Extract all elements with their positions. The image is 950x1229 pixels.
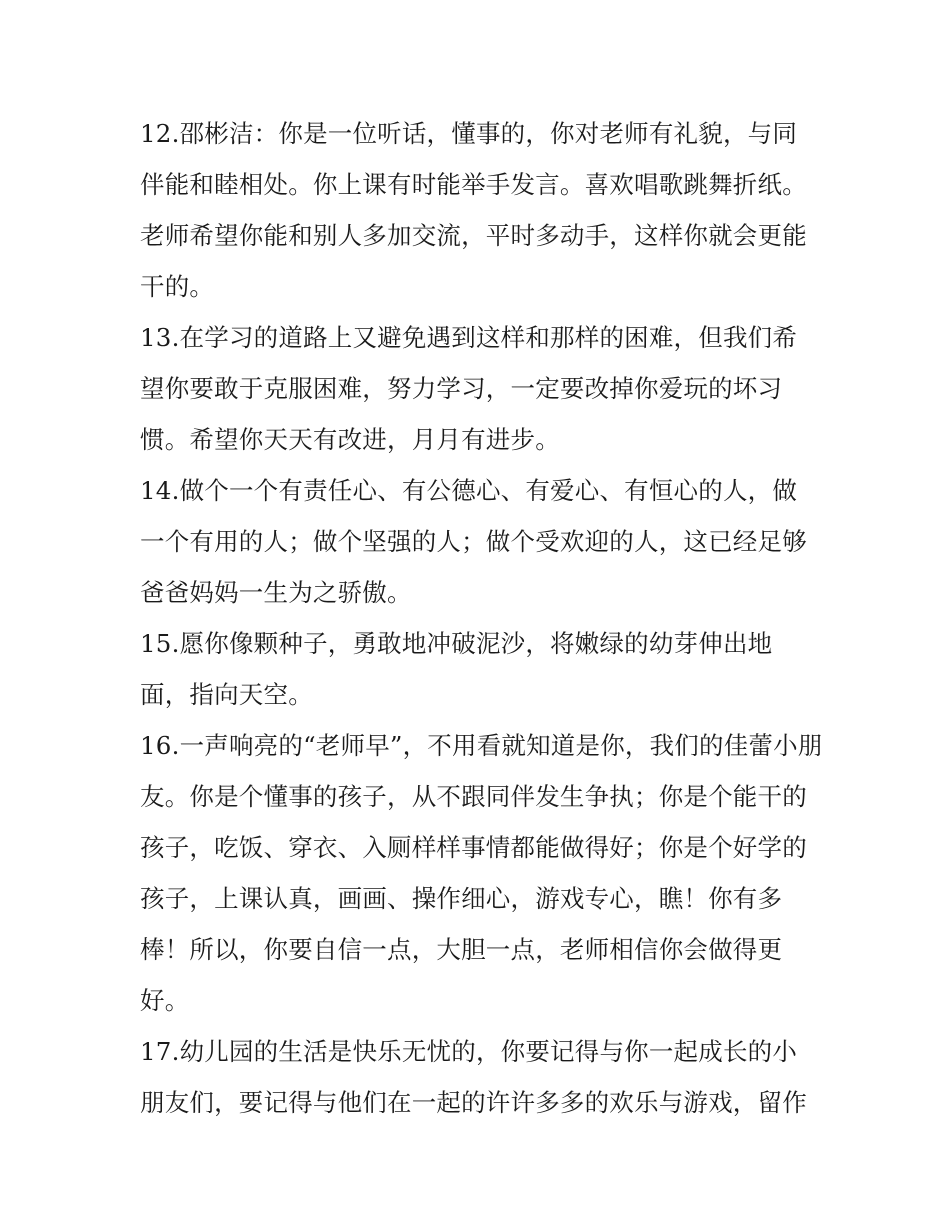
text-line: 12.邵彬洁：你是一位听话，懂事的，你对老师有礼貌，与同 [140,119,798,148]
text-line: 老师希望你能和别人多加交流，平时多动手，这样你就会更能 [140,221,807,250]
text-line: 棒！所以，你要自信一点，大胆一点，老师相信你会做得更 [140,935,783,964]
text-line: 一个有用的人；做个坚强的人；做个受欢迎的人，这已经足够 [140,527,807,556]
text-line: 13.在学习的道路上又避免遇到这样和那样的困难，但我们希 [140,323,798,352]
text-line: 友。你是个懂事的孩子，从不跟同伴发生争执；你是个能干的 [140,782,807,811]
text-line: 好。 [140,986,190,1015]
text-line: 朋友们，要记得与他们在一起的许许多多的欢乐与游戏，留作 [140,1088,807,1117]
text-line: 望你要敢于克服困难，努力学习，一定要改掉你爱玩的坏习 [140,374,783,403]
text-line: 孩子，吃饭、穿衣、入厕样样事情都能做得好；你是个好学的 [140,833,807,862]
text-line: 孩子，上课认真，画画、操作细心，游戏专心，瞧！你有多 [140,884,783,913]
text-line: 惯。希望你天天有改进，月月有进步。 [140,425,560,454]
text-line: 干的。 [140,272,215,301]
document-body [140,108,830,1128]
text-line: 爸爸妈妈一生为之骄傲。 [140,578,412,607]
text-line: 伴能和睦相处。你上课有时能举手发言。喜欢唱歌跳舞折纸。 [140,170,807,199]
text-line: 16.一声响亮的“老师早”，不用看就知道是你，我们的佳蕾小朋 [140,731,823,760]
text-line: 17.幼儿园的生活是快乐无忧的，你要记得与你一起成长的小 [140,1037,798,1066]
text-line: 面，指向天空。 [140,680,313,709]
text-line: 15.愿你像颗种子，勇敢地冲破泥沙，将嫩绿的幼芽伸出地 [140,629,773,658]
text-line: 14.做个一个有责任心、有公德心、有爱心、有恒心的人，做 [140,476,798,505]
